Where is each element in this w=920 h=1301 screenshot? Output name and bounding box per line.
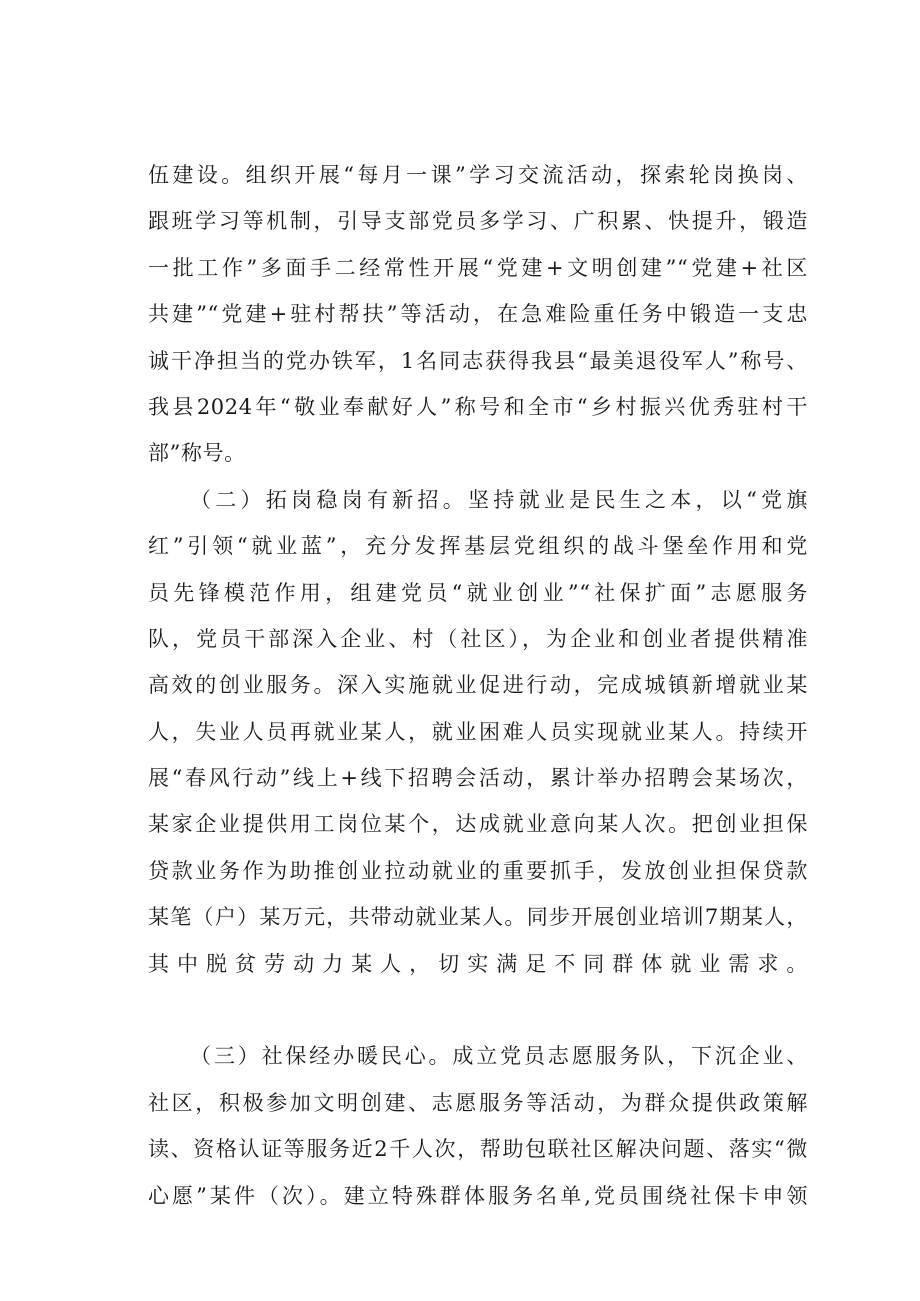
text-line: 我县2024年“敬业奉献好人”称号和全市“乡村振兴优秀驻村干	[148, 394, 808, 419]
text-line: 部”称号。	[148, 441, 246, 466]
text-line: 某笔（户）某万元，共带动就业某人。同步开展创业培训7期某人，	[148, 905, 808, 930]
section-heading-line: （二）拓岗稳岗有新招。坚持就业是民生之本，以“党旗	[190, 487, 808, 512]
section-heading-line: （三）社保经办暖民心。成立党员志愿服务队，下沉企业、	[190, 1044, 808, 1069]
text-line: 一批工作”多面手二经常性开展“党建+文明创建”“党建+社区	[148, 255, 808, 280]
text-line: 红”引领“就业蓝”，充分发挥基层党组织的战斗堡垒作用和党	[148, 534, 808, 559]
text-line	[148, 987, 808, 1033]
text-line: 读、资格认证等服务近2千人次，帮助包联社区解决问题、落实“微	[148, 1137, 808, 1162]
text-line: 其中脱贫劳动力某人，切实满足不同群体就业需求。	[148, 951, 808, 976]
document-body	[148, 152, 808, 1219]
text-line: 展“春风行动”线上+线下招聘会活动，累计举办招聘会某场次，	[148, 766, 808, 791]
text-line: 社区，积极参加文明创建、志愿服务等活动，为群众提供政策解	[148, 1090, 808, 1115]
text-line: 高效的创业服务。深入实施就业促进行动，完成城镇新增就业某	[148, 673, 808, 698]
text-line: 人，失业人员再就业某人，就业困难人员实现就业某人。持续开	[148, 719, 808, 744]
text-line: 跟班学习等机制，引导支部党员多学习、广积累、快提升，锻造	[148, 209, 808, 234]
text-line: 心愿”某件（次）。建立特殊群体服务名单,党员围绕社保卡申领	[148, 1183, 808, 1208]
text-line: 贷款业务作为助推创业拉动就业的重要抓手，发放创业担保贷款	[148, 858, 808, 883]
text-line: 队，党员干部深入企业、村（社区），为企业和创业者提供精准	[148, 626, 808, 651]
text-line: 伍建设。组织开展“每月一课”学习交流活动，探索轮岗换岗、	[148, 163, 808, 187]
text-line: 诚干净担当的党办铁军，1名同志获得我县“最美退役军人”称号、	[148, 348, 808, 373]
text-line: 员先锋模范作用，组建党员“就业创业”“社保扩面”志愿服务	[148, 580, 808, 605]
text-line: 共建”“党建+驻村帮扶”等活动，在急难险重任务中锻造一支忠	[148, 302, 808, 327]
text-line: 某家企业提供用工岗位某个，达成就业意向某人次。把创业担保	[148, 812, 808, 837]
